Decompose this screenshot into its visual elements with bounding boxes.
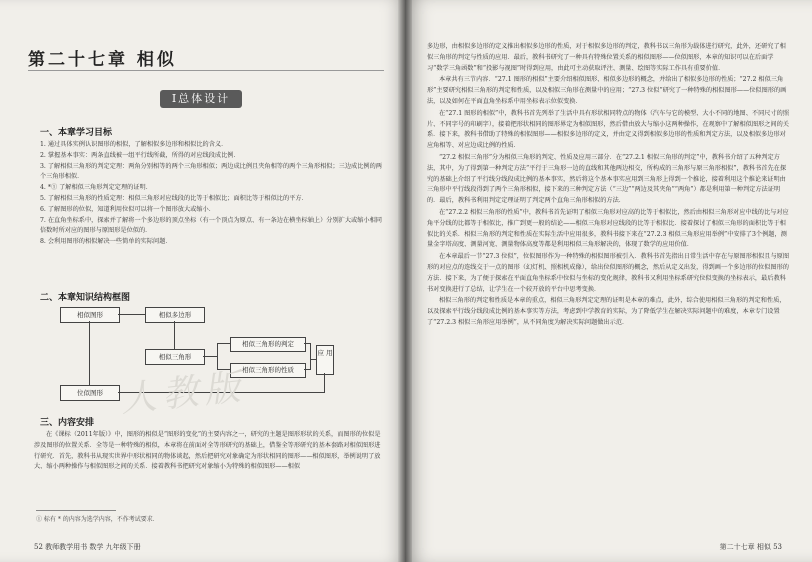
- connector: [324, 373, 325, 393]
- section-heading-goals: 一、本章学习目标: [40, 128, 113, 138]
- connector: [203, 356, 217, 357]
- goals-list: [40, 140, 385, 248]
- node-triangle-judge: 相似三角形的判定: [230, 337, 306, 352]
- goal-item: 1. 通过具体实例认识图形的相似，了解相似多边形和相似比的含义．: [40, 141, 228, 148]
- publisher-watermark: 人教版: [118, 366, 249, 421]
- connector: [174, 321, 175, 349]
- connector: [310, 359, 316, 360]
- section-heading-arrangement: 三、内容安排: [40, 418, 95, 428]
- node-similar-polygons: 相似多边形: [145, 307, 205, 323]
- paragraph: 在“27.1 图形的相似”中，教科书首先列举了生活中具有形状相同特点的物体（汽车与它的模型、大小不同的地图、不同尺寸的照片、不同字号的印刷字），接着把形状相同的图形界定为相似图形，然后借由放大与缩小这两种操作，在观察中了解相似图形之间的关系．接下来，教科书借助了特殊的相似图形——相似多边形的定义，并由定义得到相似多边形的性质和判定方法，以及相似多边形对应角相等、对应边成比例的性质．: [427, 109, 790, 150]
- chapter-title: 第二十七章 相似: [28, 50, 177, 70]
- node-triangle-property: 相似三角形的性质: [230, 363, 306, 378]
- node-similar-triangles: 相似三角形: [145, 349, 205, 365]
- right-text-block: [427, 42, 789, 329]
- paragraph: 相似三角形的判定和性质是本章的重点，相似三角形判定定理的证明是本章的难点，此外，综合使用相似三角形的判定和性质，以及探索平行线分线段成比例的基本事实等方法，考虑到中学教育的实际，为了降低学生在解决实际问题中的难度，本章专门设置了“27.2.3 相似三角形应用举例”，从不同角度为解决实际问题做出示范．: [427, 297, 786, 326]
- goal-item: 8. 会利用图形的相似解决一些简单的实际问题．: [40, 238, 172, 246]
- left-page-footer: 52 教师教学用书 数学 九年级下册: [34, 543, 141, 551]
- node-application: 应 用: [316, 345, 334, 375]
- footnote: ① 标有 * 的内容为选学内容，不作考试要求．: [36, 516, 159, 523]
- paragraph: 本章共有三节内容．“27.1 图形的相似”主要介绍相似图形、相似多边形的概念，并给出了相似多边形的性质；“27.2 相似三角形”主要研究相似三角形的判定和性质，以及相似三角形在测量中的应用；“27.3 位似”研究了一种特殊的相似图形——位似图形的画法，以及如何在平面直角坐标系中用坐标表示位似变换．: [427, 76, 787, 105]
- arrangement-paragraph: 在《课标（2011年版）》中，图形的相似是“图形的变化”的主要内容之一，研究的主题是图形形状的关系，而图形的位似是涉及图形的位置关系．全等是一种特殊的相似，本章将在前面对全等形研究的基础上，借鉴全等形研究的基本套路对相似图形进行研究．首先，教科书从现实世界中形状相同的物体谈起，然后把研究对象确定为形状相同的图形——相似图形，举例说明了放大、缩小两种操作与相似图形之间的关系．接着教科书把研究对象缩小为特殊的相似图形——相似: [34, 431, 381, 471]
- goal-item: 4. *① 了解相似三角形判定定理的证明．: [40, 184, 152, 192]
- node-similar-figures: 相似图形: [60, 307, 120, 323]
- left-page: [0, 0, 405, 562]
- title-rule: [28, 70, 384, 71]
- section-banner: Ⅰ总体设计: [160, 90, 242, 108]
- goal-item: 6. 了解图形的位似，知道利用位似可以将一个图形放大或缩小．: [40, 205, 215, 213]
- goal-item: 7. 在直角坐标系中，探索并了解将一个多边形的顶点坐标（有一个顶点为原点、有一条边在横坐标轴上）分别扩大或缩小相同倍数时所对应的图形与原图形是位似的．: [40, 216, 382, 235]
- paragraph: 多边形，由相似多边形的定义推出相似多边形的性质，对于相似多边形的判定，教科书以三角形为载体进行研究，此外，还研究了相似三角形的判定与性质的应用．最后，教科书研究了一种具有特殊位置关系的相似图形——位似图形，本章的知识可以在后面学习“数学三角函数”和“投影与视图”时得到应用，由此可主动获取评注、测量、绘图等实际工作具有重要价值．: [427, 43, 786, 72]
- paragraph: “27.2 相似三角形”分为相似三角形的判定、性质及应用三部分．在“27.2.1 相似三角形的判定”中，教科书介绍了五种判定方法，其中，为了得到第一种判定方法“平行于三角形一边的直线和其他两边相交，所构成的三角形与原三角形相似”，教科书首先在探究的基础上介绍了平行线分线段成比例的基本事实，然后将这个基本事实应用到三角形上得到一个推论，接着利用这个推论来证明由三角形中平行线段得到了两个三角形相似，接下来的三种判定方法（“三边”“两边及其夹角”“两角”）都是利用第一种判定方法证明的．最后，教科书利用判定定理证明了判定两个直角三角形相似的方法．: [427, 153, 787, 205]
- goal-item: 2. 掌握基本事实：两条直线被一组平行线所截，所得的对应线段成比例．: [40, 151, 240, 159]
- connector: [89, 321, 90, 385]
- goal-item: 3. 了解相似三角形的判定定理：两角分别相等的两个三角形相似；两边成比例且夹角相等的两个三角形相似；三边成比例的两个三角形相似．: [40, 162, 382, 181]
- goal-item: 5. 了解相似三角形的性质定理：相似三角形对应线段的比等于相似比；面积比等于相似比的平方．: [40, 194, 308, 202]
- footnote-rule: [36, 510, 116, 511]
- connector: [310, 343, 311, 370]
- connector: [118, 314, 145, 315]
- connector: [217, 343, 230, 344]
- paragraph: 在“27.2.2 相似三角形的性质”中，教科书首先证明了相似三角形对应高的比等于相似比，然后由相似三角形对应中线的比与对应角平分线的比都等于相似比，推广到更一般的结论——相似三角形对应线段的比等于相似比．接着探讨了相似三角形的面积比等于相似比的关系．相似三角形的判定和性质在实际生活中应用很多，教科书接下来在“27.2.3 相似三角形应用举例”中安排了3个例题，测量金字塔高度、测量河宽、测量物体高度等都是利用相似三角形解决的，体现了数学的应用价值．: [427, 208, 789, 249]
- node-homothetic: 位似图形: [60, 385, 120, 401]
- right-page-footer: 第二十七章 相似 53: [719, 543, 782, 551]
- section-heading-structure: 二、本章知识结构框图: [40, 293, 131, 303]
- book-fold-shadow: [398, 0, 412, 562]
- paragraph: 在本章最后一节“27.3 位似”，位似图形作为一种特殊的相似图形被引入．教科书首先指出日常生活中存在与原图形相似且与原图形的对应点的连线交于一点的图形（幻灯机、照相机成像），给出位似图形的概念，然后从定义出发，得到画一个多边形的位似图形的方法．接下来，为了便于探索在平面直角坐标系中位似与坐标的变化规律，教科书又利用坐标系研究位似变换的坐标表示，最后教科书对变换进行了总结，让学生在一个较开放的平台中思考变换．: [427, 253, 790, 293]
- right-page: [405, 0, 812, 562]
